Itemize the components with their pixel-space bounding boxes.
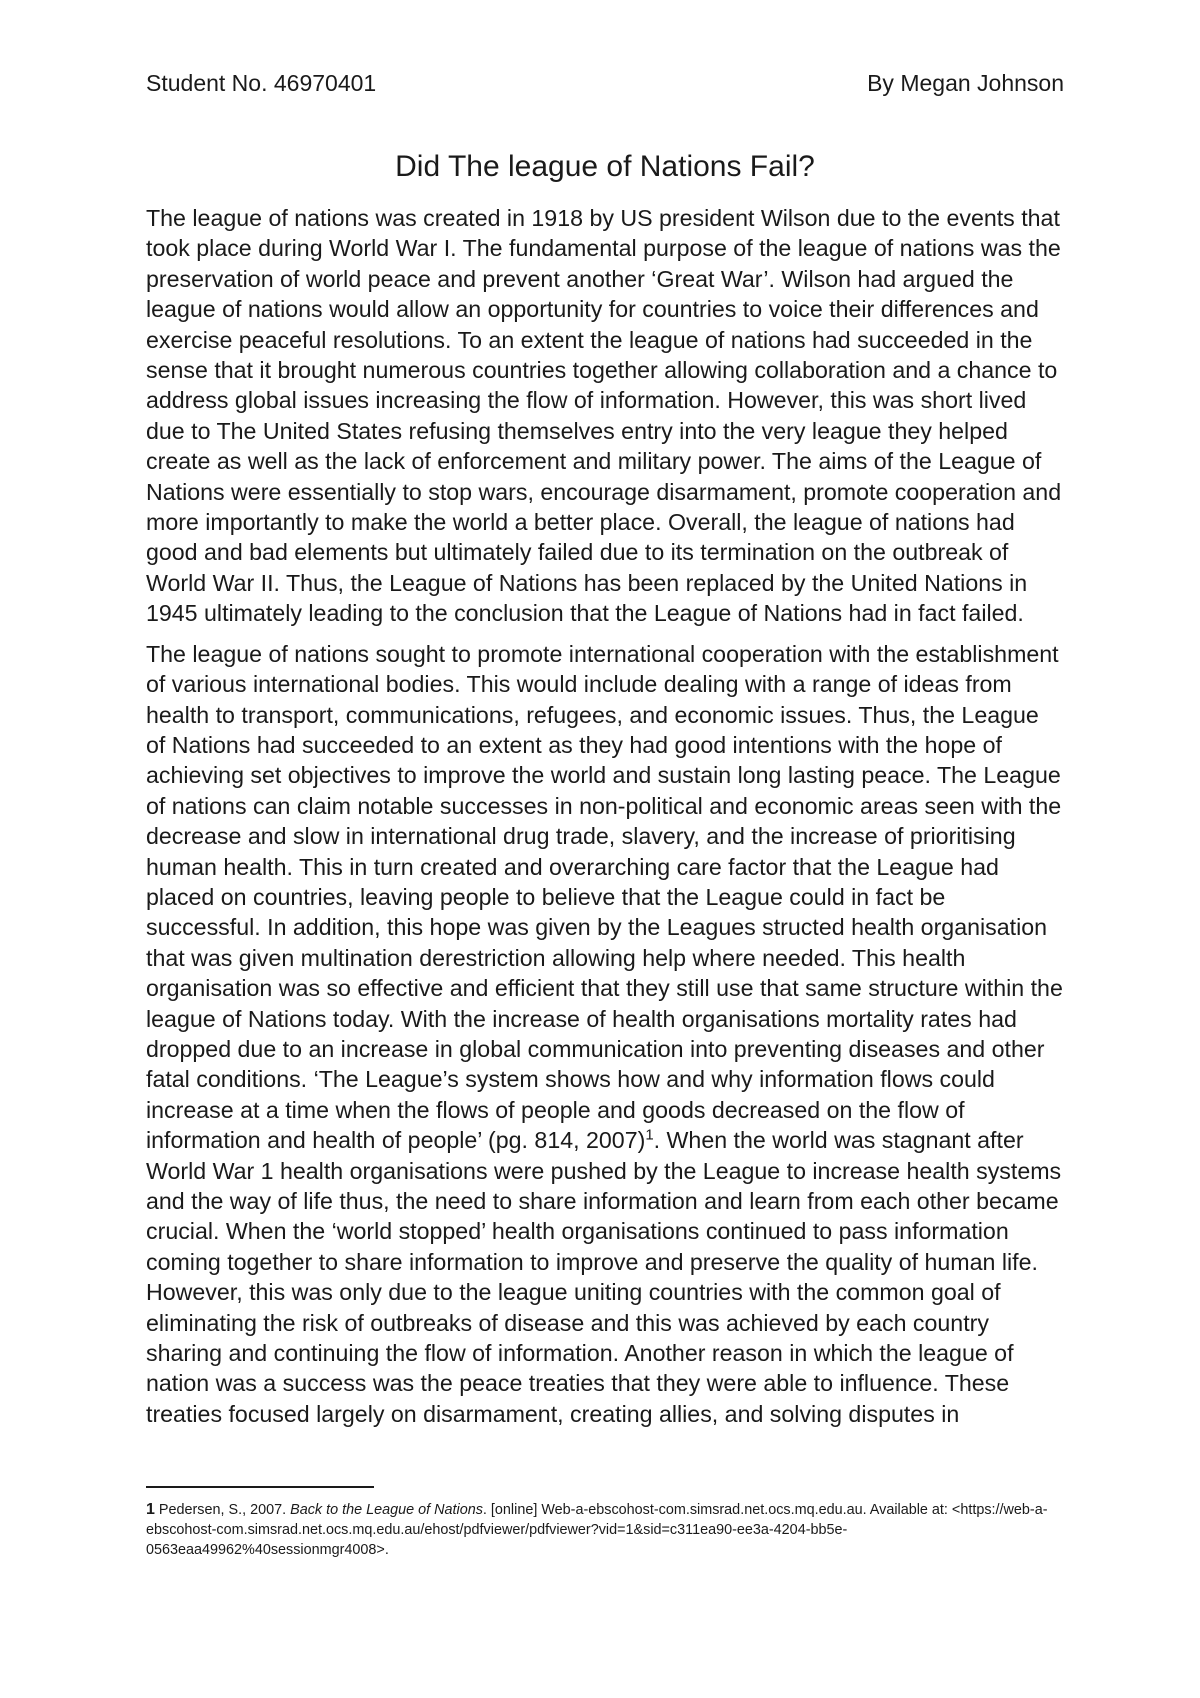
author-name: By Megan Johnson <box>867 70 1064 96</box>
footnote-work-title: Back to the League of Nations <box>290 1502 483 1518</box>
paragraph-1: The league of nations was created in 1918 by US president Wilson due to the events that took place during World War I. The fundamental purpose of the league of nations was the preservation of world peace and prevent another ‘Great War’. Wilson had argued the league of nations would allow an opportunity for countries to voice their differences and exercise peaceful resolutions. To an extent the league of nations had succeeded in the sense that it brought numerous countries together allowing collaboration and a chance to address global issues increasing the flow of information. However, this was short lived due to The United States refusing themselves entry into the very league they helped create as well as the lack of enforcement and military power. The aims of the League of Nations were essentially to stop wars, encourage disarmament, promote cooperation and more importantly to make the world a better place. Overall, the league of nations had good and bad elements but ultimately failed due to its termination on the outbreak of World War II. Thus, the League of Nations has been replaced by the United Nations in 1945 ultimately leading to the conclusion that the League of Nations had in fact failed. <box>146 205 1062 627</box>
document-title: Did The league of Nations Fail? <box>395 150 815 183</box>
footnote-author: Pedersen, S., 2007. <box>154 1502 291 1518</box>
footnote <box>146 1500 1064 1560</box>
footnote-reference: 1 <box>645 1126 654 1144</box>
footnote-separator <box>146 1486 374 1488</box>
page-header <box>146 70 1064 104</box>
document-body <box>146 203 1064 1439</box>
paragraph-2-text-end: . When the world was stagnant after World War 1 health organisations were pushed by the League to increase health systems and the way of life thus, the need to share information and learn from each other became crucial. When the ‘world stopped’ health organisations continued to pass information coming together to share information to improve and preserve the quality of human life. However, this was only due to the league uniting countries with the common goal of eliminating the risk of outbreaks of disease and this was achieved by each country sharing and continuing the flow of information. Another reason in which the league of nation was a success was the peace treaties that they were able to influence. These treaties focused largely on disarmament, creating allies, and solving disputes in <box>146 1127 1062 1427</box>
footnote-details: . [online] Web-a-ebscohost-com.simsrad.net.ocs.mq.edu.au. Available at: <https://web-a-ebscohost-com.simsrad.net.ocs.mq.edu.au/ehost/pdfviewer/pdfviewer?vid=1&sid=c311ea90-ee3a-4204-bb5e-0563eaa49962%40sessionmgr4008>. <box>146 1502 1048 1558</box>
footnote-number: 1 <box>146 1501 155 1518</box>
paragraph-2 <box>146 639 1064 1430</box>
paragraph-2-text-start: The league of nations sought to promote international cooperation with the establishment of various international bodies. This would include dealing with a range of ideas from health to transport, communications, refugees, and economic issues. Thus, the League of Nations had succeeded to an extent as they had good intentions with the hope of achieving set objectives to improve the world and sustain long lasting peace. The League of nations can claim notable successes in non-political and economic areas seen with the decrease and slow in international drug trade, slavery, and the increase of prioritising human health. This in turn created and overarching care factor that the League had placed on countries, leaving people to believe that the League could in fact be successful. In addition, this hope was given by the Leagues structed health organisation that was given multination derestriction allowing help where needed. This health organisation was so effective and efficient that they still use that same structure within the league of Nations today. With the increase of health organisations mortality rates had dropped due to an increase in global communication into preventing diseases and other fatal conditions. ‘The League’s system shows how and why information flows could increase at a time when the flows of people and goods decreased on the flow of information and health of people’ (pg. 814, 2007) <box>146 640 1063 1154</box>
student-number: Student No. 46970401 <box>146 70 377 96</box>
